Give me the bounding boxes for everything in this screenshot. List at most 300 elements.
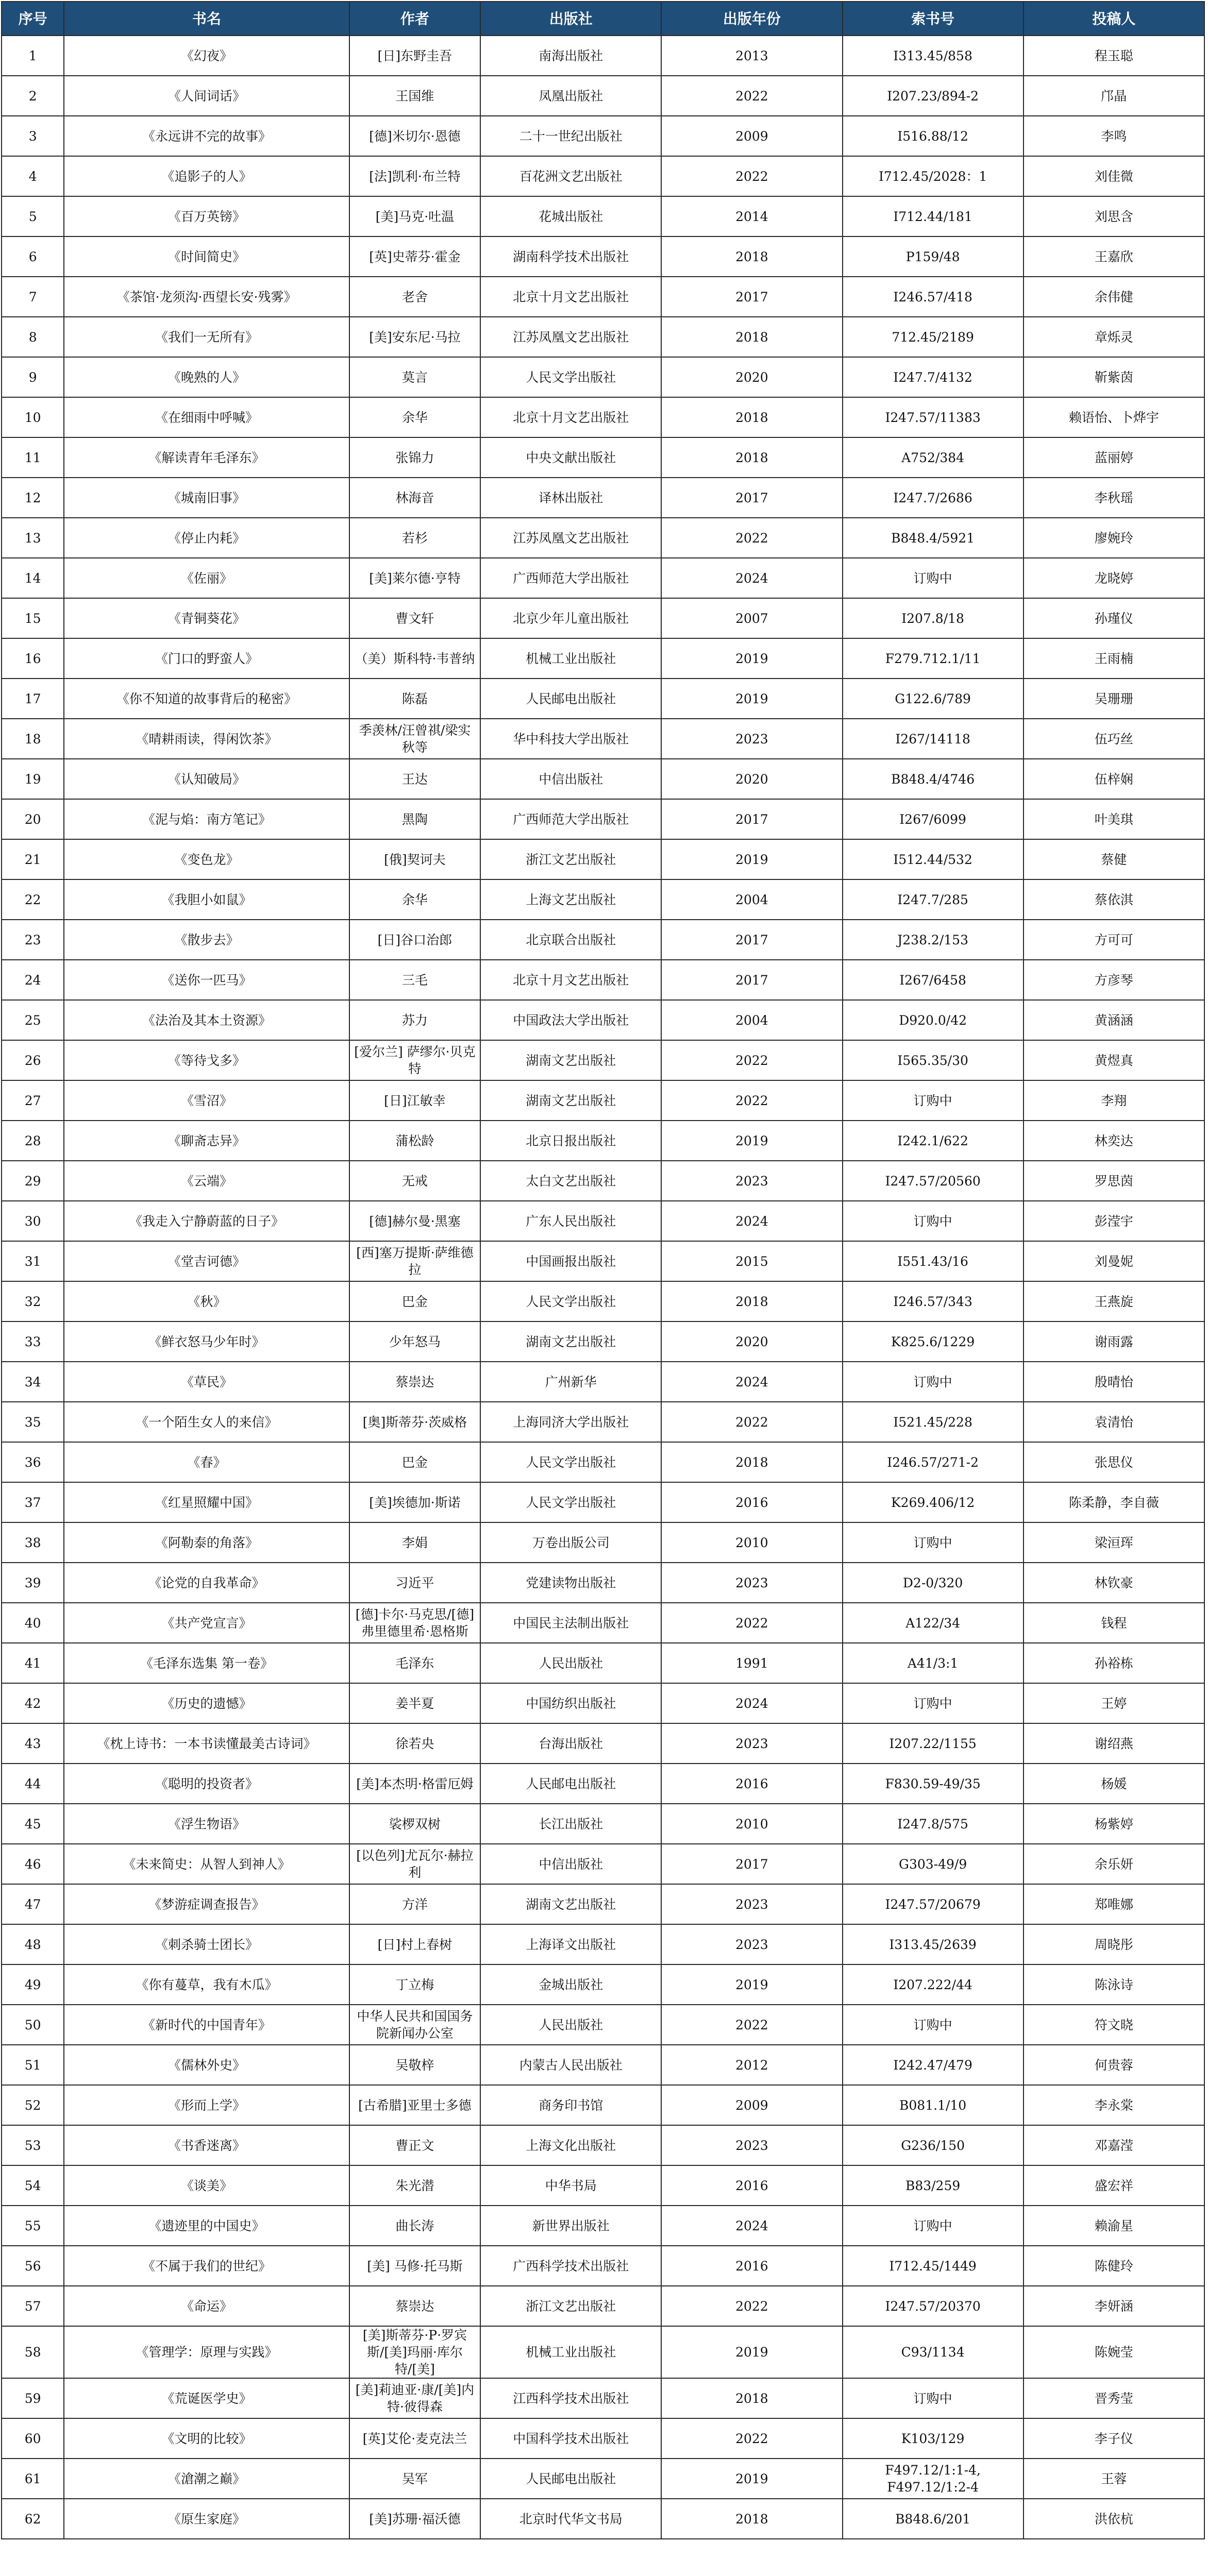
- cell-call-number: I247.7/285: [843, 879, 1024, 920]
- table-row: [2, 1683, 1204, 1723]
- cell-call-number: K269.406/12: [843, 1482, 1024, 1522]
- cell-year: 2015: [661, 1241, 842, 1281]
- cell-call-number: I246.57/418: [843, 277, 1024, 317]
- cell-seq: 49: [2, 1964, 64, 2005]
- cell-publisher: 湖南文艺出版社: [480, 1080, 661, 1121]
- cell-title: 《我胆小如鼠》: [64, 879, 349, 920]
- cell-title: 《春》: [64, 1442, 349, 1482]
- cell-call-number: I247.57/20679: [843, 1884, 1024, 1924]
- cell-seq: 51: [2, 2045, 64, 2085]
- cell-contributor: 李妍涵: [1024, 2286, 1204, 2326]
- cell-year: 2024: [661, 558, 842, 598]
- cell-seq: 56: [2, 2246, 64, 2286]
- table-row: [2, 277, 1204, 317]
- book-recommendation-table: [1, 1, 1205, 2539]
- cell-year: 2018: [661, 437, 842, 478]
- cell-author: 莫言: [349, 357, 480, 397]
- cell-author: [德]赫尔曼·黑塞: [349, 1201, 480, 1241]
- cell-title: 《法治及其本土资源》: [64, 1000, 349, 1040]
- cell-seq: 58: [2, 2326, 64, 2378]
- cell-contributor: 刘曼妮: [1024, 1241, 1204, 1281]
- cell-seq: 5: [2, 196, 64, 236]
- cell-publisher: 人民文学出版社: [480, 1442, 661, 1482]
- cell-year: 2023: [661, 1884, 842, 1924]
- cell-year: 2024: [661, 2206, 842, 2246]
- cell-publisher: 湖南科学技术出版社: [480, 236, 661, 277]
- cell-title: 《青铜葵花》: [64, 598, 349, 638]
- cell-publisher: 中国画报出版社: [480, 1241, 661, 1281]
- cell-publisher: 南海出版社: [480, 36, 661, 76]
- cell-author: 毛泽东: [349, 1643, 480, 1683]
- cell-publisher: 党建读物出版社: [480, 1563, 661, 1603]
- cell-seq: 17: [2, 679, 64, 719]
- table-row: [2, 920, 1204, 960]
- table-row: [2, 1161, 1204, 1201]
- table-row: [2, 116, 1204, 156]
- cell-call-number: 订购中: [843, 2005, 1024, 2045]
- cell-seq: 41: [2, 1643, 64, 1683]
- cell-seq: 36: [2, 1442, 64, 1482]
- table-row: [2, 1121, 1204, 1161]
- cell-title: 《毛泽东选集 第一卷》: [64, 1643, 349, 1683]
- cell-author: [德]米切尔·恩德: [349, 116, 480, 156]
- cell-title: 《历史的遗憾》: [64, 1683, 349, 1723]
- cell-contributor: 方彦琴: [1024, 960, 1204, 1000]
- cell-seq: 50: [2, 2005, 64, 2045]
- table-row: [2, 1563, 1204, 1603]
- table-row: [2, 1643, 1204, 1683]
- cell-year: 2022: [661, 2418, 842, 2459]
- cell-title: 《城南旧事》: [64, 478, 349, 518]
- cell-author: 黑陶: [349, 799, 480, 839]
- cell-seq: 38: [2, 1522, 64, 1563]
- table-row: [2, 679, 1204, 719]
- cell-contributor: 蓝丽婷: [1024, 437, 1204, 478]
- cell-seq: 46: [2, 1844, 64, 1884]
- cell-contributor: 李鸣: [1024, 116, 1204, 156]
- table-row: [2, 759, 1204, 799]
- cell-contributor: 刘佳微: [1024, 156, 1204, 196]
- cell-year: 2023: [661, 1161, 842, 1201]
- cell-publisher: 上海同济大学出版社: [480, 1402, 661, 1442]
- cell-call-number: D2-0/320: [843, 1563, 1024, 1603]
- header-author: 作者: [349, 2, 480, 36]
- cell-call-number: I313.45/858: [843, 36, 1024, 76]
- cell-year: 2019: [661, 679, 842, 719]
- cell-publisher: 凤凰出版社: [480, 76, 661, 116]
- cell-author: 无戒: [349, 1161, 480, 1201]
- table-row: [2, 1362, 1204, 1402]
- cell-contributor: 王燕旋: [1024, 1281, 1204, 1321]
- cell-year: 2009: [661, 116, 842, 156]
- cell-call-number: I207.23/894-2: [843, 76, 1024, 116]
- cell-contributor: 赖语怡、卜烨宇: [1024, 397, 1204, 437]
- cell-call-number: I207.8/18: [843, 598, 1024, 638]
- cell-year: 2017: [661, 1844, 842, 1884]
- cell-year: 2010: [661, 1522, 842, 1563]
- table-row: [2, 2326, 1204, 2378]
- cell-title: 《滄潮之巅》: [64, 2459, 349, 2499]
- table-row: [2, 2165, 1204, 2206]
- cell-title: 《论党的自我革命》: [64, 1563, 349, 1603]
- cell-seq: 55: [2, 2206, 64, 2246]
- cell-call-number: 订购中: [843, 2378, 1024, 2418]
- cell-seq: 1: [2, 36, 64, 76]
- cell-publisher: 中央文献出版社: [480, 437, 661, 478]
- cell-author: [美]本杰明·格雷厄姆: [349, 1764, 480, 1804]
- cell-author: 中华人民共和国国务院新闻办公室: [349, 2005, 480, 2045]
- cell-seq: 7: [2, 277, 64, 317]
- cell-title: 《谈美》: [64, 2165, 349, 2206]
- cell-seq: 31: [2, 1241, 64, 1281]
- cell-contributor: 杨媛: [1024, 1764, 1204, 1804]
- cell-author: 张锦力: [349, 437, 480, 478]
- cell-author: 李娟: [349, 1522, 480, 1563]
- cell-seq: 28: [2, 1121, 64, 1161]
- cell-contributor: 余伟健: [1024, 277, 1204, 317]
- table-row: [2, 1321, 1204, 1362]
- cell-publisher: 湖南文艺出版社: [480, 1884, 661, 1924]
- cell-title: 《变色龙》: [64, 839, 349, 879]
- cell-contributor: 王嘉欣: [1024, 236, 1204, 277]
- cell-publisher: 人民文学出版社: [480, 1482, 661, 1522]
- table-row: [2, 879, 1204, 920]
- header-contributor: 投稿人: [1024, 2, 1204, 36]
- cell-seq: 42: [2, 1683, 64, 1723]
- cell-contributor: 梁洹珲: [1024, 1522, 1204, 1563]
- table-row: [2, 1723, 1204, 1764]
- cell-author: [美]马克·吐温: [349, 196, 480, 236]
- cell-contributor: 洪依杭: [1024, 2499, 1204, 2539]
- cell-publisher: 太白文艺出版社: [480, 1161, 661, 1201]
- cell-author: 习近平: [349, 1563, 480, 1603]
- table-row: [2, 2005, 1204, 2045]
- cell-year: 2019: [661, 1121, 842, 1161]
- table-row: [2, 1884, 1204, 1924]
- cell-title: 《晚熟的人》: [64, 357, 349, 397]
- header-call-number: 索书号: [843, 2, 1024, 36]
- cell-publisher: 商务印书馆: [480, 2085, 661, 2125]
- table-row: [2, 2286, 1204, 2326]
- cell-year: 2023: [661, 719, 842, 759]
- cell-author: [美]莱尔德·亨特: [349, 558, 480, 598]
- cell-year: 2016: [661, 1482, 842, 1522]
- cell-publisher: 广东人民出版社: [480, 1201, 661, 1241]
- cell-call-number: B848.4/5921: [843, 518, 1024, 558]
- cell-author: [法]凯利·布兰特: [349, 156, 480, 196]
- cell-author: 曲长涛: [349, 2206, 480, 2246]
- cell-year: 2018: [661, 1281, 842, 1321]
- cell-publisher: 机械工业出版社: [480, 2326, 661, 2378]
- cell-publisher: 人民文学出版社: [480, 357, 661, 397]
- cell-publisher: 北京十月文艺出版社: [480, 277, 661, 317]
- cell-contributor: 靳紫茵: [1024, 357, 1204, 397]
- cell-year: 2022: [661, 2286, 842, 2326]
- cell-publisher: 人民出版社: [480, 2005, 661, 2045]
- cell-seq: 54: [2, 2165, 64, 2206]
- cell-contributor: 程玉聪: [1024, 36, 1204, 76]
- cell-seq: 34: [2, 1362, 64, 1402]
- cell-seq: 9: [2, 357, 64, 397]
- cell-seq: 6: [2, 236, 64, 277]
- table-row: [2, 2499, 1204, 2539]
- cell-title: 《红星照耀中国》: [64, 1482, 349, 1522]
- cell-publisher: 人民邮电出版社: [480, 679, 661, 719]
- cell-publisher: 中国纺织出版社: [480, 1683, 661, 1723]
- cell-contributor: 黄煜真: [1024, 1040, 1204, 1080]
- cell-contributor: 蔡健: [1024, 839, 1204, 879]
- cell-title: 《幻夜》: [64, 36, 349, 76]
- cell-contributor: 章烁灵: [1024, 317, 1204, 357]
- cell-title: 《一个陌生女人的来信》: [64, 1402, 349, 1442]
- cell-contributor: 罗思茵: [1024, 1161, 1204, 1201]
- cell-title: 《形而上学》: [64, 2085, 349, 2125]
- cell-publisher: 人民邮电出版社: [480, 1764, 661, 1804]
- cell-author: [德]卡尔·马克思/[德]弗里德里希·恩格斯: [349, 1603, 480, 1643]
- cell-author: 曹正文: [349, 2125, 480, 2165]
- table-row: [2, 2045, 1204, 2085]
- cell-year: 2023: [661, 1924, 842, 1964]
- cell-contributor: 黄涵涵: [1024, 1000, 1204, 1040]
- cell-seq: 23: [2, 920, 64, 960]
- cell-author: 朱光潜: [349, 2165, 480, 2206]
- cell-contributor: 王婷: [1024, 1683, 1204, 1723]
- cell-contributor: 余乐妍: [1024, 1844, 1204, 1884]
- table-row: [2, 196, 1204, 236]
- cell-publisher: 北京十月文艺出版社: [480, 397, 661, 437]
- cell-author: 王达: [349, 759, 480, 799]
- cell-call-number: F279.712.1/11: [843, 638, 1024, 679]
- cell-year: 2004: [661, 1000, 842, 1040]
- cell-call-number: I512.44/532: [843, 839, 1024, 879]
- table-row: [2, 236, 1204, 277]
- cell-title: 《茶馆·龙须沟·西望长安·残雾》: [64, 277, 349, 317]
- cell-author: 巴金: [349, 1281, 480, 1321]
- cell-year: 2017: [661, 277, 842, 317]
- cell-author: [爱尔兰] 萨缪尔·贝克特: [349, 1040, 480, 1080]
- cell-year: 2024: [661, 1683, 842, 1723]
- cell-publisher: 江西科学技术出版社: [480, 2378, 661, 2418]
- cell-call-number: I247.57/20370: [843, 2286, 1024, 2326]
- cell-title: 《不属于我们的世纪》: [64, 2246, 349, 2286]
- cell-title: 《时间简史》: [64, 236, 349, 277]
- cell-year: 2022: [661, 76, 842, 116]
- cell-author: [日]东野圭吾: [349, 36, 480, 76]
- cell-call-number: G122.6/789: [843, 679, 1024, 719]
- cell-publisher: 人民出版社: [480, 1643, 661, 1683]
- cell-seq: 21: [2, 839, 64, 879]
- cell-seq: 52: [2, 2085, 64, 2125]
- cell-contributor: 杨紫婷: [1024, 1804, 1204, 1844]
- cell-author: 巴金: [349, 1442, 480, 1482]
- cell-author: （美）斯科特·韦普纳: [349, 638, 480, 679]
- cell-year: 2022: [661, 156, 842, 196]
- cell-call-number: I246.57/343: [843, 1281, 1024, 1321]
- table-row: [2, 2246, 1204, 2286]
- cell-contributor: 陈婉莹: [1024, 2326, 1204, 2378]
- cell-author: [美]斯蒂芬·P·罗宾斯/[美]玛丽·库尔特/[美]: [349, 2326, 480, 2378]
- cell-title: 《在细雨中呼喊》: [64, 397, 349, 437]
- cell-seq: 57: [2, 2286, 64, 2326]
- cell-author: 少年怒马: [349, 1321, 480, 1362]
- cell-call-number: C93/1134: [843, 2326, 1024, 2378]
- cell-title: 《聊斋志异》: [64, 1121, 349, 1161]
- cell-seq: 53: [2, 2125, 64, 2165]
- cell-title: 《永远讲不完的故事》: [64, 116, 349, 156]
- cell-year: 2016: [661, 1764, 842, 1804]
- cell-year: 1991: [661, 1643, 842, 1683]
- cell-seq: 59: [2, 2378, 64, 2418]
- cell-contributor: 吴珊珊: [1024, 679, 1204, 719]
- table-row: [2, 598, 1204, 638]
- cell-year: 2024: [661, 1362, 842, 1402]
- table-row: [2, 638, 1204, 679]
- cell-title: 《堂吉诃德》: [64, 1241, 349, 1281]
- cell-seq: 20: [2, 799, 64, 839]
- cell-contributor: 龙晓婷: [1024, 558, 1204, 598]
- cell-year: 2018: [661, 317, 842, 357]
- table-row: [2, 1522, 1204, 1563]
- table-row: [2, 518, 1204, 558]
- cell-title: 《书香迷离》: [64, 2125, 349, 2165]
- cell-seq: 26: [2, 1040, 64, 1080]
- cell-contributor: 郑唯娜: [1024, 1884, 1204, 1924]
- cell-author: 蒲松龄: [349, 1121, 480, 1161]
- cell-author: [美]埃德加·斯诺: [349, 1482, 480, 1522]
- cell-seq: 43: [2, 1723, 64, 1764]
- table-row: [2, 317, 1204, 357]
- table-row: [2, 2378, 1204, 2418]
- cell-call-number: I242.1/622: [843, 1121, 1024, 1161]
- cell-author: 余华: [349, 879, 480, 920]
- cell-seq: 33: [2, 1321, 64, 1362]
- cell-call-number: F830.59-49/35: [843, 1764, 1024, 1804]
- cell-seq: 25: [2, 1000, 64, 1040]
- table-row: [2, 1402, 1204, 1442]
- cell-contributor: 李秋瑶: [1024, 478, 1204, 518]
- table-row: [2, 839, 1204, 879]
- table-row: [2, 1080, 1204, 1121]
- cell-call-number: A752/384: [843, 437, 1024, 478]
- table-row: [2, 1040, 1204, 1080]
- cell-title: 《秋》: [64, 1281, 349, 1321]
- table-row: [2, 478, 1204, 518]
- cell-seq: 24: [2, 960, 64, 1000]
- header-publisher: 出版社: [480, 2, 661, 36]
- cell-publisher: 浙江文艺出版社: [480, 839, 661, 879]
- table-row: [2, 437, 1204, 478]
- cell-year: 2010: [661, 1804, 842, 1844]
- cell-title: 《共产党宣言》: [64, 1603, 349, 1643]
- cell-call-number: I712.45/2028：1: [843, 156, 1024, 196]
- cell-year: 2019: [661, 2326, 842, 2378]
- cell-contributor: 周晓彤: [1024, 1924, 1204, 1964]
- table-row: [2, 799, 1204, 839]
- cell-call-number: I247.57/20560: [843, 1161, 1024, 1201]
- cell-seq: 48: [2, 1924, 64, 1964]
- cell-call-number: I267/6458: [843, 960, 1024, 1000]
- cell-seq: 27: [2, 1080, 64, 1121]
- cell-seq: 40: [2, 1603, 64, 1643]
- cell-title: 《草民》: [64, 1362, 349, 1402]
- cell-publisher: 百花洲文艺出版社: [480, 156, 661, 196]
- cell-publisher: 花城出版社: [480, 196, 661, 236]
- table-row: [2, 1924, 1204, 1964]
- cell-publisher: 二十一世纪出版社: [480, 116, 661, 156]
- cell-contributor: 蔡依淇: [1024, 879, 1204, 920]
- cell-call-number: I521.45/228: [843, 1402, 1024, 1442]
- cell-author: [奥]斯蒂芬·茨威格: [349, 1402, 480, 1442]
- cell-title: 《泥与焰：南方笔记》: [64, 799, 349, 839]
- cell-author: [日]村上春树: [349, 1924, 480, 1964]
- cell-author: 蔡崇达: [349, 2286, 480, 2326]
- cell-publisher: 中华书局: [480, 2165, 661, 2206]
- cell-seq: 62: [2, 2499, 64, 2539]
- cell-publisher: 浙江文艺出版社: [480, 2286, 661, 2326]
- cell-publisher: 金城出版社: [480, 1964, 661, 2005]
- cell-title: 《你不知道的故事背后的秘密》: [64, 679, 349, 719]
- cell-year: 2013: [661, 36, 842, 76]
- cell-call-number: K825.6/1229: [843, 1321, 1024, 1362]
- cell-seq: 16: [2, 638, 64, 679]
- cell-contributor: 盛宏祥: [1024, 2165, 1204, 2206]
- cell-call-number: D920.0/42: [843, 1000, 1024, 1040]
- cell-author: [英]史蒂芬·霍金: [349, 236, 480, 277]
- cell-call-number: I551.43/16: [843, 1241, 1024, 1281]
- cell-publisher: 长江出版社: [480, 1804, 661, 1844]
- cell-author: 王国维: [349, 76, 480, 116]
- cell-year: 2018: [661, 2378, 842, 2418]
- table-row: [2, 1482, 1204, 1522]
- cell-title: 《文明的比较》: [64, 2418, 349, 2459]
- cell-year: 2009: [661, 2085, 842, 2125]
- cell-author: 蔡崇达: [349, 1362, 480, 1402]
- cell-year: 2017: [661, 920, 842, 960]
- cell-call-number: I712.45/1449: [843, 2246, 1024, 2286]
- cell-publisher: 人民文学出版社: [480, 1281, 661, 1321]
- cell-call-number: I207.22/1155: [843, 1723, 1024, 1764]
- cell-author: 曹文轩: [349, 598, 480, 638]
- cell-publisher: 中信出版社: [480, 759, 661, 799]
- cell-author: 姜半夏: [349, 1683, 480, 1723]
- cell-author: 方洋: [349, 1884, 480, 1924]
- cell-title: 《云端》: [64, 1161, 349, 1201]
- cell-title: 《鲜衣怒马少年时》: [64, 1321, 349, 1362]
- cell-call-number: I313.45/2639: [843, 1924, 1024, 1964]
- cell-year: 2022: [661, 1603, 842, 1643]
- cell-call-number: A122/34: [843, 1603, 1024, 1643]
- cell-publisher: 广西师范大学出版社: [480, 558, 661, 598]
- cell-contributor: 符文晓: [1024, 2005, 1204, 2045]
- cell-title: 《未来简史：从智人到神人》: [64, 1844, 349, 1884]
- cell-author: [西]塞万提斯·萨维德拉: [349, 1241, 480, 1281]
- table-row: [2, 960, 1204, 1000]
- cell-contributor: 赖渝星: [1024, 2206, 1204, 2246]
- cell-title: 《散步去》: [64, 920, 349, 960]
- cell-seq: 8: [2, 317, 64, 357]
- cell-publisher: 北京十月文艺出版社: [480, 960, 661, 1000]
- cell-year: 2007: [661, 598, 842, 638]
- cell-year: 2019: [661, 2459, 842, 2499]
- cell-contributor: 陈健玲: [1024, 2246, 1204, 2286]
- cell-year: 2018: [661, 2499, 842, 2539]
- cell-publisher: 湖南文艺出版社: [480, 1321, 661, 1362]
- cell-publisher: 北京时代华文书局: [480, 2499, 661, 2539]
- cell-call-number: 订购中: [843, 1683, 1024, 1723]
- cell-author: 陈磊: [349, 679, 480, 719]
- cell-publisher: 台海出版社: [480, 1723, 661, 1764]
- cell-contributor: 王蓉: [1024, 2459, 1204, 2499]
